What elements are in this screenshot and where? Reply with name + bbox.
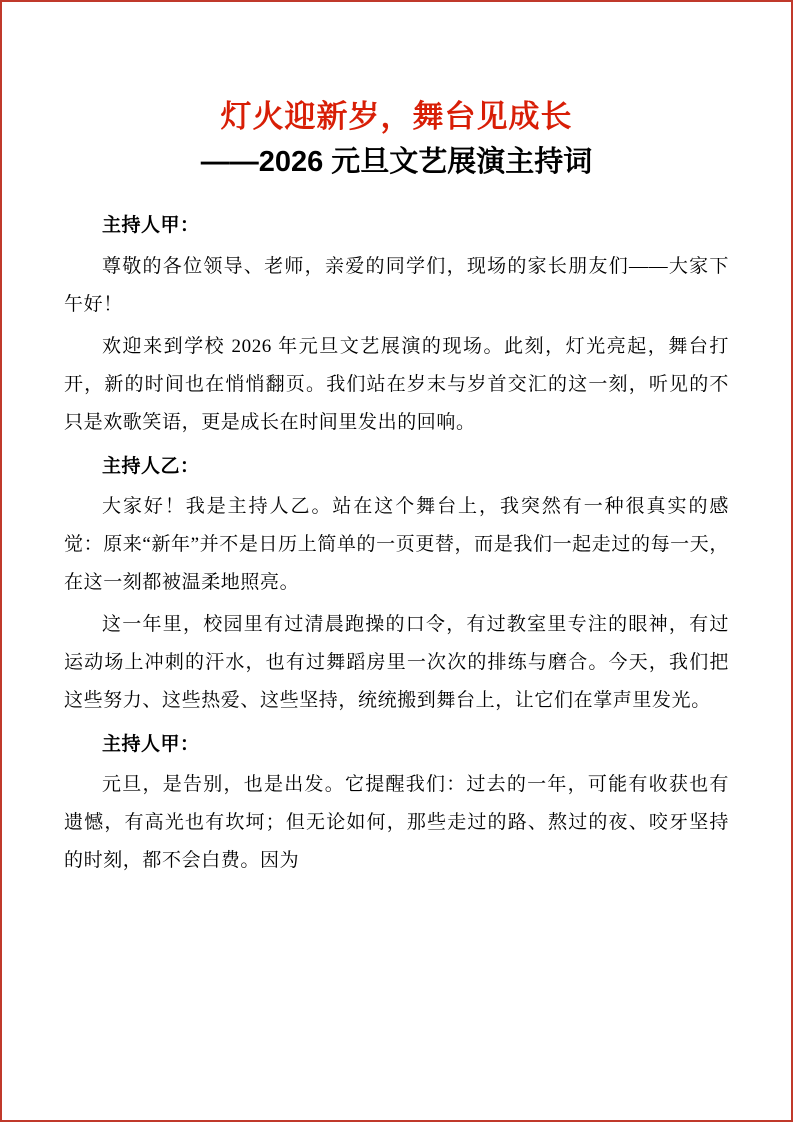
speaker-label: 主持人甲： (102, 733, 200, 755)
paragraph: 这一年里，校园里有过清晨跑操的口令，有过教室里专注的眼神，有过运动场上冲刺的汗水，也有过舞蹈房里一次次的排练与磨合。今天，我们把这些努力、这些热爱、这些坚持，统统搬到舞台上，让它们在掌声里发光。 (64, 613, 729, 711)
paragraph: 元旦，是告别，也是出发。它提醒我们：过去的一年，可能有收获也有遗憾，有高光也有坎坷；但无论如何，那些走过的路、熬过的夜、咬牙坚持的时刻，都不会白费。因为 (64, 773, 729, 871)
document-title-sub: ——2026 元旦文艺展演主持词 (200, 145, 593, 178)
document-title-main: 灯火迎新岁，舞台见成长 (220, 99, 573, 134)
speaker-label: 主持人甲： (102, 215, 200, 237)
paragraph: 大家好！我是主持人乙。站在这个舞台上，我突然有一种很真实的感觉：原来“新年”并不是日历上简单的一页更替，而是我们一起走过的每一天，在这一刻都被温柔地照亮。 (64, 495, 729, 593)
paragraph: 尊敬的各位领导、老师，亲爱的同学们，现场的家长朋友们——大家下午好！ (64, 255, 729, 315)
speaker-label: 主持人乙： (102, 455, 200, 477)
paragraph: 欢迎来到学校 2026 年元旦文艺展演的现场。此刻，灯光亮起，舞台打开，新的时间也在悄悄翻页。我们站在岁末与岁首交汇的这一刻，听见的不只是欢歌笑语，更是成长在时间里发出的回响。 (64, 335, 729, 433)
